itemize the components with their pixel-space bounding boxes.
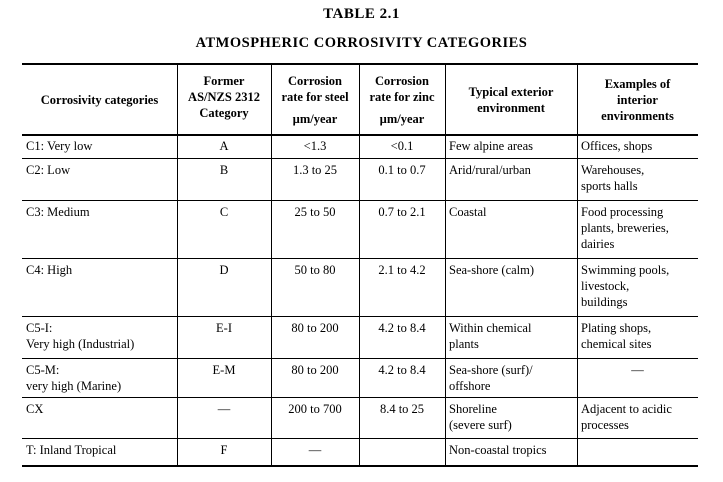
cell-category-line: C5-I: <box>26 321 53 335</box>
zinc-header-line: Corrosion <box>375 74 429 88</box>
cell-interior <box>581 138 696 154</box>
cell-interior-line: Food processing <box>581 205 664 219</box>
cell-interior-line: plants, breweries, <box>581 221 669 235</box>
cell-exterior <box>449 442 575 458</box>
row-divider <box>22 358 698 359</box>
cell-interior-line: processes <box>581 418 629 432</box>
cell-category <box>26 442 175 458</box>
cell-former: E-I <box>216 321 232 335</box>
cell-interior-line: Plating shops, <box>581 321 652 335</box>
category-header <box>22 92 177 108</box>
interior-header <box>577 76 698 124</box>
cell-exterior-line: (severe surf) <box>449 418 512 432</box>
row-divider <box>22 158 698 159</box>
cell-steel: <1.3 <box>303 139 327 153</box>
cell-interior-line: — <box>631 363 644 377</box>
steel-header <box>271 73 359 127</box>
cell-former: F <box>220 443 228 457</box>
cell-exterior-line: Few alpine areas <box>449 139 533 153</box>
cell-interior <box>581 204 696 252</box>
table-title: ATMOSPHERIC CORROSIVITY CATEGORIES <box>195 35 528 51</box>
cell-interior-line: Adjacent to acidic <box>581 402 672 416</box>
cell-exterior <box>449 262 575 278</box>
cell-category-line: CX <box>26 402 44 416</box>
cell-steel: — <box>308 443 322 457</box>
cell-exterior-line: Non-coastal tropics <box>449 443 547 457</box>
cell-interior <box>581 262 696 310</box>
cell-zinc: 0.7 to 2.1 <box>378 205 426 219</box>
cell-category <box>26 262 175 278</box>
cell-exterior-line: plants <box>449 337 479 351</box>
cell-steel: 50 to 80 <box>294 263 336 277</box>
cell-exterior-line: offshore <box>449 379 491 393</box>
cell-zinc: 4.2 to 8.4 <box>378 363 426 377</box>
cell-interior-line: chemical sites <box>581 337 652 351</box>
category-header-line: Corrosivity categories <box>40 93 159 107</box>
exterior-header-line: environment <box>477 101 545 115</box>
former-header-line: Category <box>199 106 249 120</box>
cell-interior-line: Offices, shops <box>581 139 653 153</box>
cell-category-line: C4: High <box>26 263 73 277</box>
zinc-header-line: µm/year <box>379 112 425 126</box>
cell-zinc: 0.1 to 0.7 <box>378 163 426 177</box>
cell-steel: 80 to 200 <box>291 321 339 335</box>
cell-interior-line: dairies <box>581 237 615 251</box>
cell-former: C <box>219 205 229 219</box>
cell-category-line: C1: Very low <box>26 139 93 153</box>
cell-category <box>26 138 175 154</box>
cell-former: B <box>219 163 229 177</box>
steel-header-line: rate for steel <box>281 90 349 104</box>
zinc-header-line: rate for zinc <box>369 90 435 104</box>
cell-steel: 25 to 50 <box>294 205 336 219</box>
cell-exterior-line: Sea-shore (surf)/ <box>449 363 533 377</box>
row-divider <box>22 258 698 259</box>
cell-former: E-M <box>212 363 236 377</box>
former-header <box>177 73 271 121</box>
cell-exterior <box>449 320 575 352</box>
cell-category-line: C2: Low <box>26 163 71 177</box>
cell-zinc: 8.4 to 25 <box>379 402 425 416</box>
cell-category <box>26 204 175 220</box>
interior-header-line: environments <box>601 109 674 123</box>
cell-exterior <box>449 138 575 154</box>
cell-former: D <box>219 263 229 277</box>
cell-interior-line: Swimming pools, <box>581 263 670 277</box>
cell-exterior-line: Shoreline <box>449 402 497 416</box>
column-divider <box>445 63 446 467</box>
table-top-rule <box>22 63 698 65</box>
cell-category-line: T: Inland Tropical <box>26 443 117 457</box>
exterior-header <box>445 84 577 116</box>
cell-interior-line: livestock, <box>581 279 630 293</box>
cell-category <box>26 401 175 417</box>
cell-interior <box>577 362 698 378</box>
cell-exterior-line: Sea-shore (calm) <box>449 263 535 277</box>
cell-interior <box>581 162 696 194</box>
table-bottom-rule <box>22 465 698 467</box>
steel-header-line: Corrosion <box>288 74 342 88</box>
cell-category <box>26 362 175 394</box>
cell-zinc: 2.1 to 4.2 <box>378 263 426 277</box>
row-divider <box>22 438 698 439</box>
cell-exterior <box>449 204 575 220</box>
cell-interior-line: Warehouses, <box>581 163 645 177</box>
cell-zinc: <0.1 <box>390 139 414 153</box>
exterior-header-line: Typical exterior <box>468 85 554 99</box>
cell-category-line: C3: Medium <box>26 205 90 219</box>
cell-exterior <box>449 362 575 394</box>
cell-category-line: very high (Marine) <box>26 379 122 393</box>
cell-former: — <box>217 402 231 416</box>
cell-exterior-line: Within chemical <box>449 321 532 335</box>
row-divider <box>22 397 698 398</box>
cell-exterior <box>449 401 575 433</box>
cell-interior-line: buildings <box>581 295 628 309</box>
former-header-line: AS/NZS 2312 <box>188 90 260 104</box>
interior-header-line: interior <box>617 93 658 107</box>
cell-interior <box>581 320 696 352</box>
cell-steel: 200 to 700 <box>288 402 342 416</box>
interior-header-line: Examples of <box>604 77 671 91</box>
former-header-line: Former <box>203 74 245 88</box>
cell-steel: 80 to 200 <box>291 363 339 377</box>
row-divider <box>22 200 698 201</box>
cell-interior-line: sports halls <box>581 179 638 193</box>
cell-exterior-line: Coastal <box>449 205 487 219</box>
steel-header-line: µm/year <box>292 112 338 126</box>
cell-zinc: 4.2 to 8.4 <box>378 321 426 335</box>
cell-interior <box>581 401 696 433</box>
cell-category-line: Very high (Industrial) <box>26 337 135 351</box>
header-bottom-rule <box>22 134 698 136</box>
row-divider <box>22 316 698 317</box>
cell-exterior <box>449 162 575 178</box>
table-number: TABLE 2.1 <box>323 6 400 22</box>
cell-former: A <box>219 139 229 153</box>
cell-category <box>26 162 175 178</box>
cell-category-line: C5-M: <box>26 363 60 377</box>
cell-exterior-line: Arid/rural/urban <box>449 163 531 177</box>
cell-category <box>26 320 175 352</box>
cell-steel: 1.3 to 25 <box>292 163 338 177</box>
zinc-header <box>359 73 445 127</box>
